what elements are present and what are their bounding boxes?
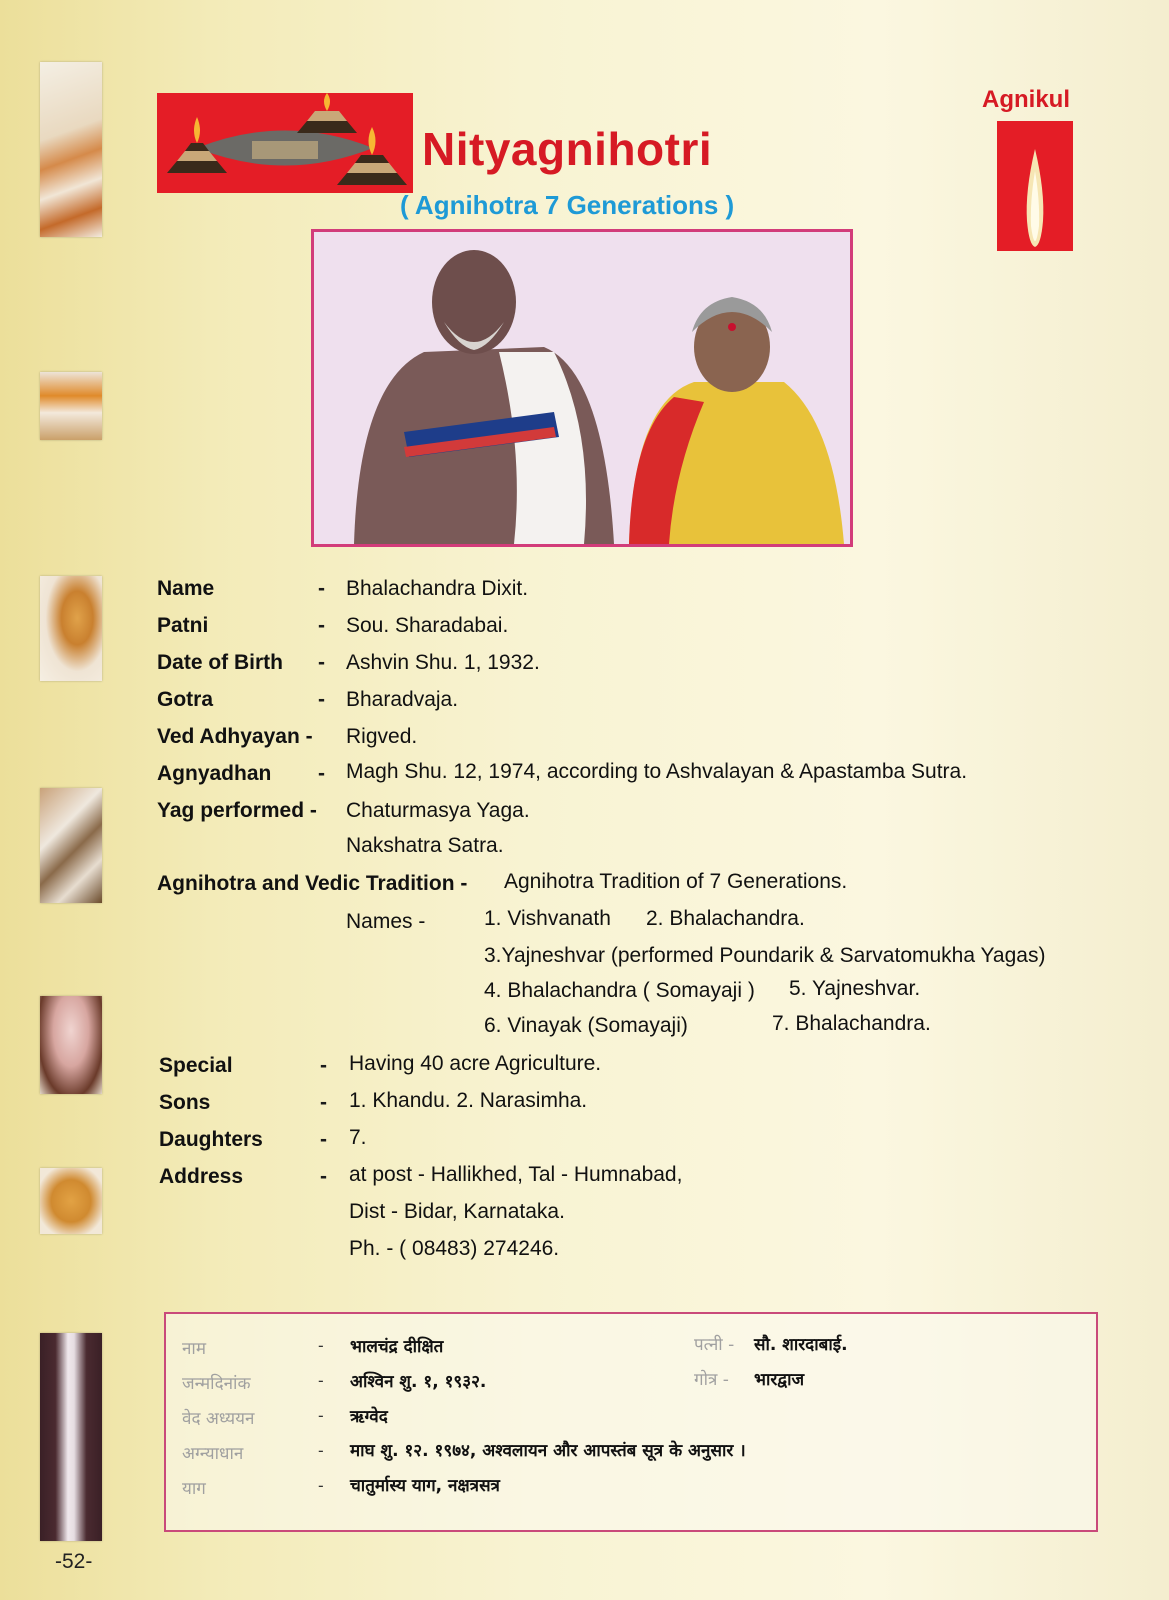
tradition-label: Agnihotra and Vedic Tradition - [157, 872, 468, 895]
ved-label: Ved Adhyayan - [157, 725, 313, 748]
generation-name: 5. Yajneshvar. [789, 977, 921, 1000]
yag-label: Yag performed - [157, 799, 317, 822]
hindi-yaag-value: चातुर्मास्य याग, नक्षत्रसत्र [350, 1476, 500, 1496]
separator: - [320, 1128, 327, 1151]
hindi-patni-label: पत्नी - [694, 1335, 735, 1355]
hindi-janm-value: अश्विन शु. १, १९३२. [350, 1372, 487, 1392]
gotra-label: Gotra [157, 688, 214, 711]
generation-name: 3.Yajneshvar (performed Poundarik & Sarvatomukha Yagas) [484, 944, 1046, 967]
special-value: Having 40 acre Agriculture. [349, 1052, 602, 1075]
special-label: Special [159, 1054, 233, 1077]
address-label: Address [159, 1165, 244, 1188]
separator: - [318, 1371, 324, 1390]
hindi-naam-value: भालचंद्र दीक्षित [350, 1337, 444, 1357]
generation-name: 6. Vinayak (Somayaji) [484, 1014, 688, 1037]
page-subtitle: ( Agnihotra 7 Generations ) [400, 190, 735, 220]
separator: - [318, 577, 325, 600]
ritual-implements-image [40, 62, 102, 237]
generation-name: 7. Bhalachandra. [772, 1012, 931, 1035]
separator: - [320, 1165, 327, 1188]
sons-label: Sons [159, 1091, 211, 1114]
carved-tool-image [40, 1333, 102, 1541]
separator: - [318, 1441, 324, 1460]
agnyadhan-value: Magh Shu. 12, 1974, according to Ashvalayan & Apastamba Sutra. [346, 760, 968, 783]
hindi-patni-value: सौ. शारदाबाई. [754, 1335, 848, 1355]
hindi-gotra-label: गोत्र - [694, 1370, 729, 1390]
ladle-image [40, 1168, 102, 1234]
separator: - [318, 651, 325, 674]
daughters-label: Daughters [159, 1128, 263, 1151]
dob-value: Ashvin Shu. 1, 1932. [346, 651, 540, 674]
generation-name: 2. Bhalachandra. [646, 907, 805, 930]
address-line-3: Ph. - ( 08483) 274246. [349, 1237, 560, 1260]
separator: - [320, 1091, 327, 1114]
generation-name: 4. Bhalachandra ( Somayaji ) [484, 979, 755, 1002]
names-label: Names - [346, 910, 426, 933]
yag-value-1: Chaturmasya Yaga. [346, 799, 530, 822]
hindi-agnyadhan-label: अग्न्याधान [182, 1444, 244, 1464]
hindi-ved-label: वेद अध्ययन [182, 1409, 255, 1429]
sons-value: 1. Khandu. 2. Narasimha. [349, 1089, 588, 1112]
separator: - [318, 614, 325, 637]
hindi-yaag-label: याग [182, 1479, 206, 1499]
page-title: Nityagnihotri [422, 123, 713, 175]
daughters-value: 7. [349, 1126, 367, 1149]
separator: - [318, 688, 325, 711]
generation-name: 1. Vishvanath [484, 907, 611, 930]
hindi-gotra-value: भारद्वाज [754, 1370, 805, 1390]
separator: - [320, 1054, 327, 1077]
hindi-agnyadhan-value: माघ शु. १२. १९७४, अश्वलायन और आपस्तंब सूत्र के अनुसार । [350, 1441, 746, 1461]
hindi-ved-value: ऋग्वेद [350, 1407, 388, 1427]
ved-value: Rigved. [346, 725, 418, 748]
dob-label: Date of Birth [157, 651, 283, 674]
page-number: -52- [55, 1550, 93, 1573]
wooden-tool-image [40, 788, 102, 903]
name-value: Bhalachandra Dixit. [346, 577, 529, 600]
category-label: Agnikul [982, 86, 1070, 113]
tradition-value: Agnihotra Tradition of 7 Generations. [504, 870, 848, 893]
ritual-vessel-image [40, 372, 102, 440]
separator: - [318, 1476, 324, 1495]
altar-banner-image [157, 93, 413, 193]
hindi-summary-box [164, 1312, 1098, 1532]
address-line-2: Dist - Bidar, Karnataka. [349, 1200, 565, 1223]
offering-pile-image [40, 996, 102, 1094]
couple-photo [311, 229, 853, 547]
hindi-janm-label: जन्मदिनांक [182, 1374, 251, 1394]
wooden-cup-image [40, 576, 102, 681]
name-label: Name [157, 577, 215, 600]
patni-label: Patni [157, 614, 209, 637]
hindi-naam-label: नाम [182, 1339, 207, 1359]
yag-value-2: Nakshatra Satra. [346, 834, 504, 857]
patni-value: Sou. Sharadabai. [346, 614, 509, 637]
address-line-1: at post - Hallikhed, Tal - Humnabad, [349, 1163, 683, 1186]
agnyadhan-label: Agnyadhan [157, 762, 272, 785]
separator: - [318, 1336, 324, 1355]
flame-icon [997, 121, 1073, 251]
gotra-value: Bharadvaja. [346, 688, 459, 711]
separator: - [318, 762, 325, 785]
separator: - [318, 1406, 324, 1425]
